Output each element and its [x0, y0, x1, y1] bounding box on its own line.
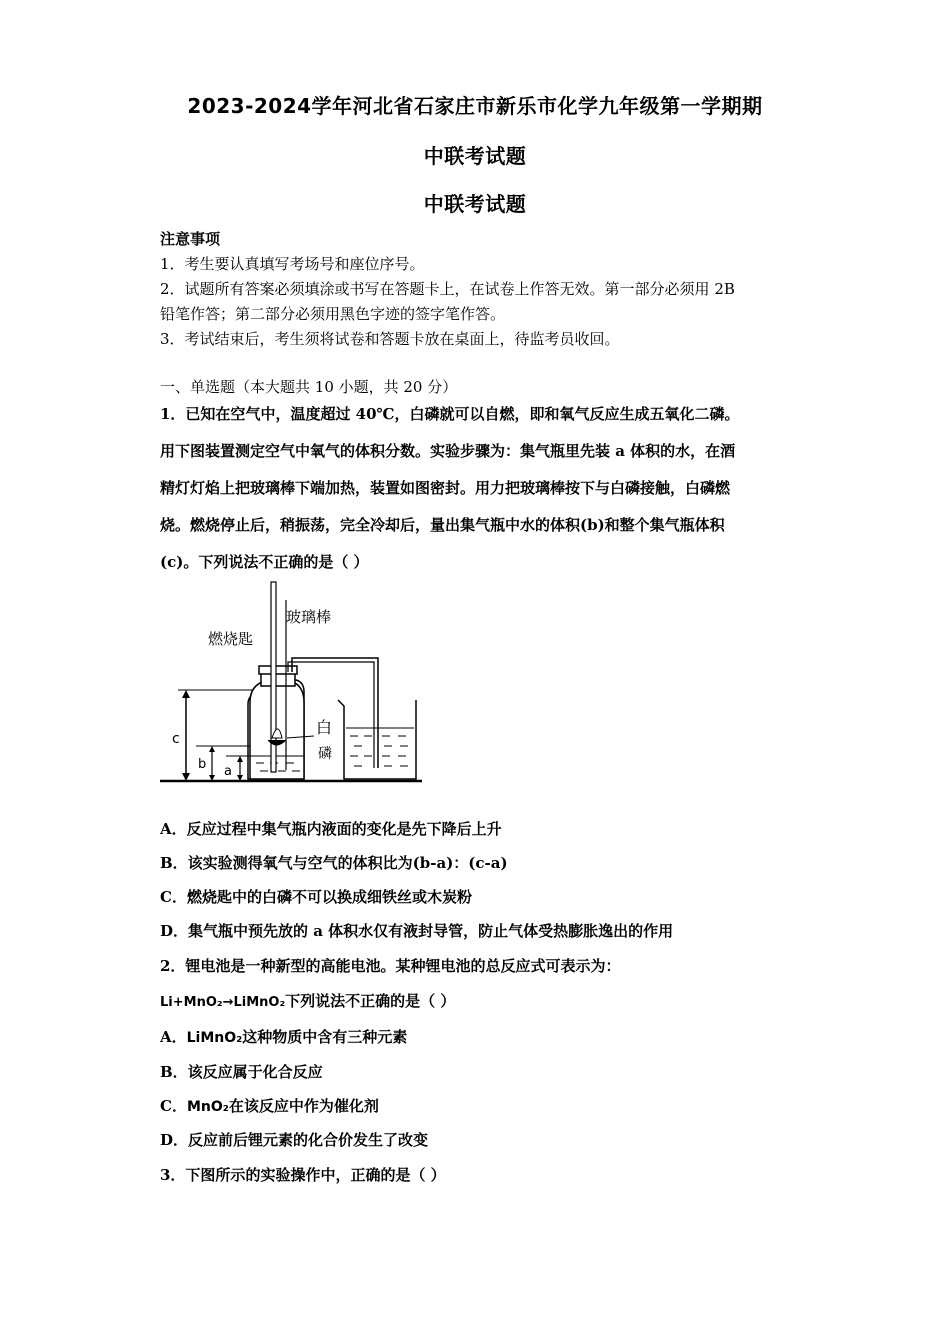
q1-line-4: 烧。燃烧停止后，稍振荡，完全冷却后，量出集气瓶中水的体积(b)和整个集气瓶体积	[160, 516, 725, 534]
apparatus-figure	[160, 580, 430, 790]
q1-option-c: C．燃烧匙中的白磷不可以换成细铁丝或木炭粉	[160, 888, 472, 906]
water-dashes-beaker	[350, 736, 408, 766]
label-glass-rod: 玻璃棒	[286, 608, 332, 626]
label-c: c	[172, 731, 180, 747]
section-heading: 一、单选题（本大题共 10 小题，共 20 分）	[160, 378, 458, 396]
exam-title-line1: 2023-2024学年河北省石家庄市新乐市化学九年级第一学期期	[187, 94, 763, 118]
q1-option-b: B．该实验测得氧气与空气的体积比为(b-a)：(c-a)	[160, 854, 508, 872]
notice-item-2a: 2．试题所有答案必须填涂或书写在答题卡上，在试卷上作答无效。第一部分必须用 2B	[160, 280, 735, 298]
q2-option-d: D．反应前后锂元素的化合价发生了改变	[160, 1131, 429, 1149]
q2-line-2	[160, 990, 455, 1011]
q2-option-a-rest: 这种物质中含有三种元素	[242, 1028, 408, 1046]
q2-line-2-rest: 下列说法不正确的是（ ）	[285, 992, 456, 1010]
q2-option-a	[160, 1026, 407, 1047]
q1-option-a: A．反应过程中集气瓶内液面的变化是先下降后上升	[160, 820, 502, 838]
q3-line-1: 3．下图所示的实验操作中，正确的是（ ）	[160, 1166, 446, 1184]
exam-title-line2: 中联考试题	[423, 144, 527, 168]
a-arrow-head-up	[237, 756, 243, 762]
exam-title-line3: 中联考试题	[423, 192, 527, 216]
q2-line-1: 2．锂电池是一种新型的高能电池。某种锂电池的总反应式可表示为：	[160, 957, 621, 975]
connecting-tube	[292, 658, 378, 768]
notice-item-3: 3．考试结束后，考生须将试卷和答题卡放在桌面上，待监考员收回。	[160, 330, 620, 348]
q2-option-c-rest: 在该反应中作为催化剂	[228, 1097, 379, 1115]
q2-option-c	[160, 1095, 379, 1116]
beaker	[338, 700, 416, 779]
q2-option-a-prefix: A．	[160, 1028, 187, 1046]
q1-line-1: 1．已知在空气中，温度超过 40℃，白磷就可以自燃，即和氧气反应生成五氧化二磷。	[160, 405, 740, 423]
q2-option-a-formula: LiMnO₂	[186, 1030, 243, 1046]
label-phosphorus: 磷	[318, 746, 332, 762]
q1-option-d: D．集气瓶中预先放的 a 体积水仅有液封导管，防止气体受热膨胀逸出的作用	[160, 922, 674, 940]
label-combustion-spoon: 燃烧匙	[208, 630, 254, 648]
label-a: a	[224, 764, 232, 779]
label-white: 白	[316, 718, 333, 737]
q1-line-5: (c)。下列说法不正确的是（ ）	[160, 553, 369, 571]
notice-item-2b: 铅笔作答；第二部分必须用黑色字迹的签字笔作答。	[160, 305, 506, 323]
q2-option-c-prefix: C．	[160, 1097, 187, 1115]
notice-heading: 注意事项	[160, 230, 221, 248]
c-arrow-head-up	[182, 690, 190, 698]
q2-option-c-formula: MnO₂	[186, 1099, 229, 1115]
label-b: b	[198, 757, 207, 772]
b-arrow-head-up	[209, 746, 215, 752]
q1-line-3: 精灯灯焰上把玻璃棒下端加热，装置如图密封。用力把玻璃棒按下与白磷接触，白磷燃	[160, 479, 731, 497]
notice-item-1: 1．考生要认真填写考场号和座位序号。	[160, 255, 425, 273]
q2-option-b: B．该反应属于化合反应	[160, 1063, 323, 1081]
q2-equation: Li+MnO₂→LiMnO₂	[160, 995, 286, 1010]
q1-line-2: 用下图装置测定空气中氧气的体积分数。实验步骤为：集气瓶里先装 a 体积的水，在酒	[160, 442, 736, 460]
